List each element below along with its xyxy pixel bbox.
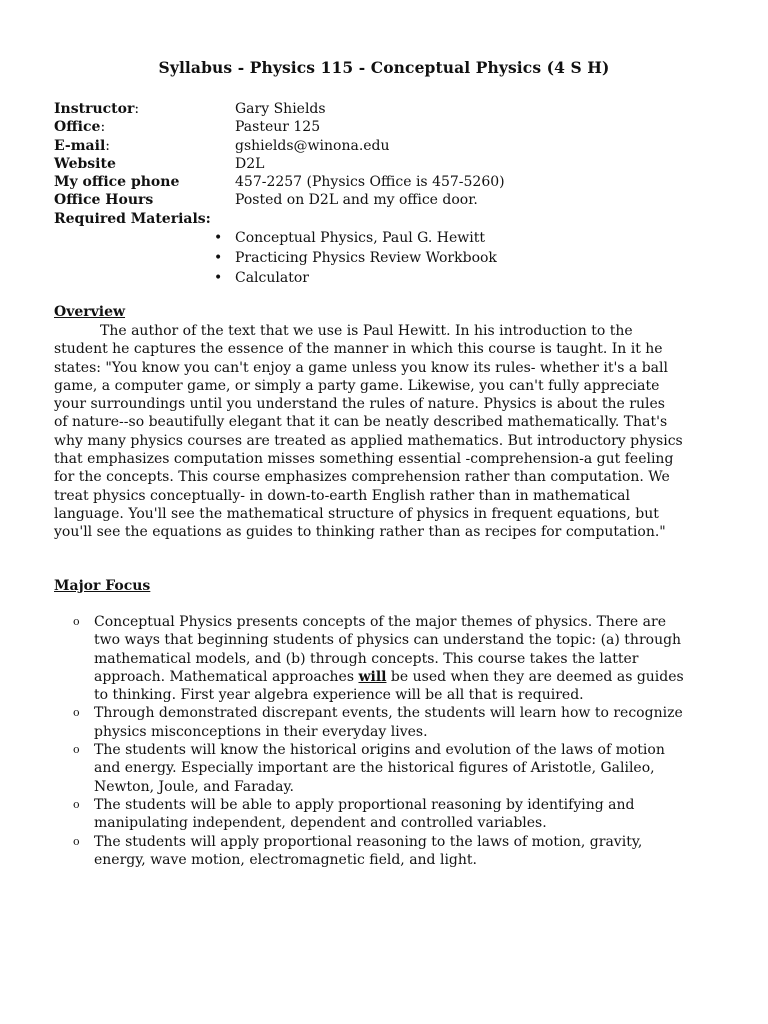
list-item — [54, 249, 734, 269]
info-label: Office Hours — [54, 192, 154, 209]
info-row-phone — [54, 173, 734, 191]
paragraph-line: that emphasizes computation misses something essential -comprehension-a gut feeling — [54, 451, 674, 468]
item-line: to thinking. First year algebra experience will be all that is required. — [94, 687, 584, 704]
list-item — [54, 613, 714, 704]
material-text: Practicing Physics Review Workbook — [235, 249, 497, 266]
instructor-name: Gary Shields — [235, 101, 326, 117]
email-address: gshields@winona.edu — [235, 137, 390, 154]
list-item — [54, 741, 714, 796]
paragraph-line: why many physics courses are treated as applied mathematics. But introductory physics — [54, 432, 683, 449]
item-line: The students will know the historical origins and evolution of the laws of motion — [94, 742, 665, 759]
required-materials-label: Required Materials: — [54, 210, 211, 227]
emphasis-will: will — [358, 668, 387, 685]
info-label: Office: — [54, 119, 106, 136]
bullet-icon: • — [214, 249, 223, 266]
paragraph-line: student he captures the essence of the manner in which this course is taught. In it he — [54, 341, 663, 358]
item-line: manipulating independent, dependent and controlled variables. — [94, 815, 547, 832]
paragraph-line: your surroundings until you understand the rules of nature. Physics is about the rules — [54, 396, 665, 413]
info-row-required-materials — [54, 210, 734, 228]
circle-bullet-icon: o — [73, 797, 80, 811]
circle-bullet-icon: o — [73, 834, 80, 848]
info-row-office-hours — [54, 191, 734, 209]
overview-heading: Overview — [54, 304, 126, 320]
paragraph-line: game, a computer game, or simply a party game. Likewise, you can't fully appreciate — [54, 377, 660, 394]
paragraph-line: states: "You know you can't enjoy a game unless you know its rules- whether it's a ball — [54, 359, 668, 376]
item-line: Through demonstrated discrepant events, the students will learn how to recognize — [94, 705, 683, 722]
circle-bullet-icon: o — [73, 743, 80, 757]
item-line: Conceptual Physics presents concepts of the major themes of physics. There are — [94, 614, 666, 630]
office-hours-value: Posted on D2L and my office door. — [235, 192, 478, 209]
website-value: D2L — [235, 155, 265, 172]
circle-bullet-icon: o — [73, 706, 80, 720]
item-line: two ways that beginning students of physics can understand the topic: (a) through — [94, 632, 682, 649]
info-label: Website — [54, 155, 116, 172]
item-line: Newton, Joule, and Faraday. — [94, 778, 294, 795]
paragraph-line: The author of the text that we use is Paul Hewitt. In his introduction to the — [100, 323, 633, 339]
list-item — [54, 229, 734, 249]
overview-paragraph — [54, 322, 714, 542]
circle-bullet-icon: o — [73, 615, 80, 628]
item-line: The students will apply proportional reasoning to the laws of motion, gravity, — [94, 833, 643, 850]
bullet-icon: • — [214, 269, 223, 286]
bullet-icon: • — [214, 230, 223, 247]
list-item — [54, 269, 734, 289]
info-label: My office phone — [54, 174, 180, 191]
info-row-instructor — [54, 100, 734, 118]
info-row-website — [54, 155, 734, 173]
list-item — [54, 833, 714, 870]
paragraph-line: language. You'll see the mathematical structure of physics in frequent equations, but — [54, 505, 659, 522]
info-label: E-mail: — [54, 137, 110, 154]
major-focus-heading: Major Focus — [54, 578, 151, 594]
info-label: Instructor: — [54, 101, 140, 117]
list-item — [54, 704, 714, 741]
item-line: and energy. Especially important are the historical figures of Aristotle, Galileo, — [94, 760, 655, 777]
info-row-email — [54, 137, 734, 155]
page-title: Syllabus - Physics 115 - Conceptual Physics (4 S H) — [158, 58, 610, 77]
item-line: energy, wave motion, electromagnetic field, and light. — [94, 851, 477, 868]
item-line: approach. Mathematical approaches will be used when they are deemed as guides — [94, 668, 684, 685]
material-text: Conceptual Physics, Paul G. Hewitt — [235, 230, 485, 247]
paragraph-line: for the concepts. This course emphasizes comprehension rather than computation. We — [54, 469, 670, 486]
info-row-office — [54, 118, 734, 136]
paragraph-line: treat physics conceptually- in down-to-earth English rather than in mathematical — [54, 487, 630, 504]
item-line: physics misconceptions in their everyday lives. — [94, 723, 428, 740]
item-line: mathematical models, and (b) through concepts. This course takes the latter — [94, 650, 639, 667]
material-text: Calculator — [235, 269, 309, 286]
list-item — [54, 796, 714, 833]
paragraph-line: you'll see the equations as guides to thinking rather than as recipes for computation." — [54, 524, 666, 541]
phone-value: 457-2257 (Physics Office is 457-5260) — [235, 174, 505, 191]
major-focus-list — [54, 613, 714, 869]
office-location: Pasteur 125 — [235, 119, 321, 136]
item-line: The students will be able to apply proportional reasoning by identifying and — [94, 796, 635, 813]
materials-list — [54, 229, 734, 288]
paragraph-line: of nature--so beautifully elegant that it can be neatly described mathematically. That's — [54, 414, 668, 431]
course-info-block — [54, 100, 734, 288]
